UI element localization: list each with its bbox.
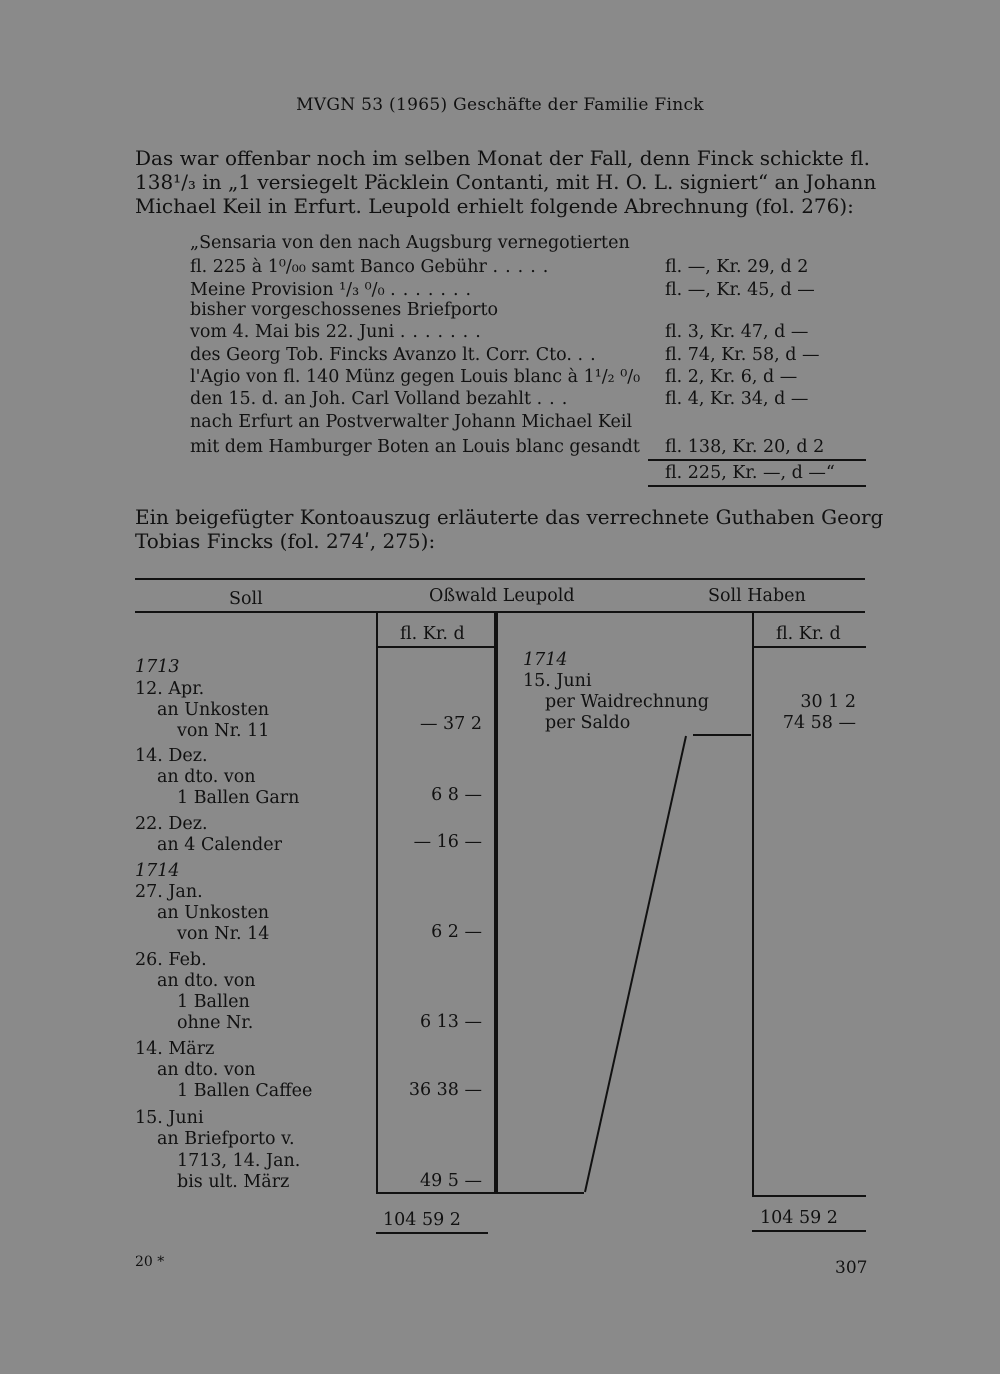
sum-rule xyxy=(648,459,866,461)
ledger-line: von Nr. 14 xyxy=(177,924,270,944)
account-label: mit dem Hamburger Boten an Louis blanc gesandt xyxy=(190,437,640,457)
ledger-line: per Waidrechnung xyxy=(545,692,709,712)
left-amount: 6 2 — xyxy=(431,922,482,942)
ledger-line: per Saldo xyxy=(545,713,631,733)
account-label: Meine Provision ¹/₃ ⁰/₀ ....... xyxy=(190,280,479,300)
account-amount: fl. 3, Kr. 47, d — xyxy=(665,322,809,342)
ledger-line: bis ult. März xyxy=(177,1172,290,1192)
year-label: 1713 xyxy=(135,657,180,677)
right-units-header: fl. Kr. d xyxy=(776,624,841,644)
ledger-line: 14. März xyxy=(135,1039,215,1059)
account-amount: fl. —, Kr. 29, d 2 xyxy=(665,257,809,277)
total-rule-left xyxy=(376,1232,488,1234)
ledger-line: ohne Nr. xyxy=(177,1013,254,1033)
ledger-line: an dto. von xyxy=(157,971,256,991)
account-amount: fl. 74, Kr. 58, d — xyxy=(665,345,820,365)
right-total: 104 59 2 xyxy=(760,1208,838,1228)
ledger-line: 1 Ballen Caffee xyxy=(177,1081,313,1101)
account-label: den 15. d. an Joh. Carl Volland bezahlt ... xyxy=(190,389,575,409)
left-amount: 49 5 — xyxy=(419,1171,482,1191)
ledger-line: an dto. von xyxy=(157,1060,256,1080)
left-amount: 6 13 — xyxy=(419,1012,482,1032)
ledger-line: 27. Jan. xyxy=(135,882,203,902)
account-label: bisher vorgeschossenes Briefporto xyxy=(190,300,499,320)
ledger-line: an Briefporto v. xyxy=(157,1129,295,1149)
ledger-line: 14. Dez. xyxy=(135,746,208,766)
right-bottom-rule xyxy=(752,1195,866,1197)
right-amount: 30 1 2 xyxy=(800,692,856,712)
right-amount: 74 58 — xyxy=(782,713,856,733)
ledger-line: an dto. von xyxy=(157,767,256,787)
paragraph-1 xyxy=(135,146,877,218)
ledger-line: 26. Feb. xyxy=(135,950,207,970)
closing-diagonal xyxy=(585,736,686,1192)
sum-rule xyxy=(648,485,866,487)
account-amount: fl. —, Kr. 45, d — xyxy=(665,280,815,300)
ledger-header-rule xyxy=(135,611,865,613)
ledger-line: von Nr. 11 xyxy=(177,721,270,741)
year-label: 1714 xyxy=(523,650,568,670)
units-rule-right xyxy=(754,646,866,648)
account-label: fl. 225 à 1⁰/₀₀ samt Banco Gebühr ..... xyxy=(190,257,556,277)
soll-header: Soll xyxy=(229,589,263,609)
ledger-top-rule xyxy=(135,578,865,580)
ledger-line: 15. Juni xyxy=(523,671,592,691)
right-amount-border xyxy=(752,612,754,1196)
paragraph-2 xyxy=(135,505,884,553)
left-amount: — 16 — xyxy=(413,832,482,852)
year-label: 1714 xyxy=(135,861,180,881)
paragraph-line: Tobias Fincks (fol. 274ʹ, 275): xyxy=(135,529,436,553)
account-label: des Georg Tob. Fincks Avanzo lt. Corr. Cto. .. xyxy=(190,345,603,365)
account-label: nach Erfurt an Postverwalter Johann Michael Keil xyxy=(190,412,633,432)
total-rule-right xyxy=(752,1230,866,1232)
saldo-rule xyxy=(693,734,751,736)
haben-header: Soll Haben xyxy=(708,586,806,606)
account-label: vom 4. Mai bis 22. Juni ....... xyxy=(190,322,488,342)
paragraph-line: Ein beigefügter Kontoauszug erläuterte das verrechnete Guthaben Georg xyxy=(135,505,884,529)
left-amount: 6 8 — xyxy=(431,785,482,805)
ledger-line: 12. Apr. xyxy=(135,679,205,699)
paragraph-line: Das war offenbar noch im selben Monat der Fall, denn Finck schickte fl. xyxy=(135,146,870,170)
ledger-line: 1 Ballen xyxy=(177,992,250,1012)
left-amount: 36 38 — xyxy=(408,1080,482,1100)
account-amount: fl. 4, Kr. 34, d — xyxy=(665,389,809,409)
units-rule-left xyxy=(378,646,494,648)
account-amount: fl. 138, Kr. 20, d 2 xyxy=(665,437,825,457)
center-divider xyxy=(494,612,498,1194)
paragraph-line: 138¹/₃ in „1 versiegelt Päcklein Contanti, mit H. O. L. signiert“ an Johann xyxy=(135,170,877,194)
paragraph-line: Michael Keil in Erfurt. Leupold erhielt folgende Abrechnung (fol. 276): xyxy=(135,194,854,218)
left-amount: — 37 2 xyxy=(419,714,482,734)
signature-mark: 20 * xyxy=(135,1254,165,1270)
account-total: fl. 225, Kr. —, d —“ xyxy=(665,463,835,483)
ledger-line: an Unkosten xyxy=(157,903,270,923)
left-units-header: fl. Kr. d xyxy=(400,624,465,644)
closing-diagonal-line xyxy=(570,730,700,1200)
page-number: 307 xyxy=(835,1258,868,1278)
ledger-line: 1 Ballen Garn xyxy=(177,788,300,808)
ledger-line: 1713, 14. Jan. xyxy=(177,1151,301,1171)
ledger-line: an Unkosten xyxy=(157,700,270,720)
ledger-line: 15. Juni xyxy=(135,1108,204,1128)
ledger-line: an 4 Calender xyxy=(157,835,282,855)
ledger-line: 22. Dez. xyxy=(135,814,208,834)
running-header: MVGN 53 (1965) Geschäfte der Familie Finck xyxy=(296,95,704,115)
left-bottom-rule xyxy=(376,1192,584,1194)
account-label: l'Agio von fl. 140 Münz gegen Louis blanc à 1¹/₂ ⁰/₀ xyxy=(190,367,641,387)
account-holder-header: Oßwald Leupold xyxy=(429,586,575,606)
account-amount: fl. 2, Kr. 6, d — xyxy=(665,367,798,387)
left-amount-border xyxy=(376,612,378,1194)
left-total: 104 59 2 xyxy=(383,1210,461,1230)
account-label: „Sensaria von den nach Augsburg vernegotierten xyxy=(190,233,630,253)
